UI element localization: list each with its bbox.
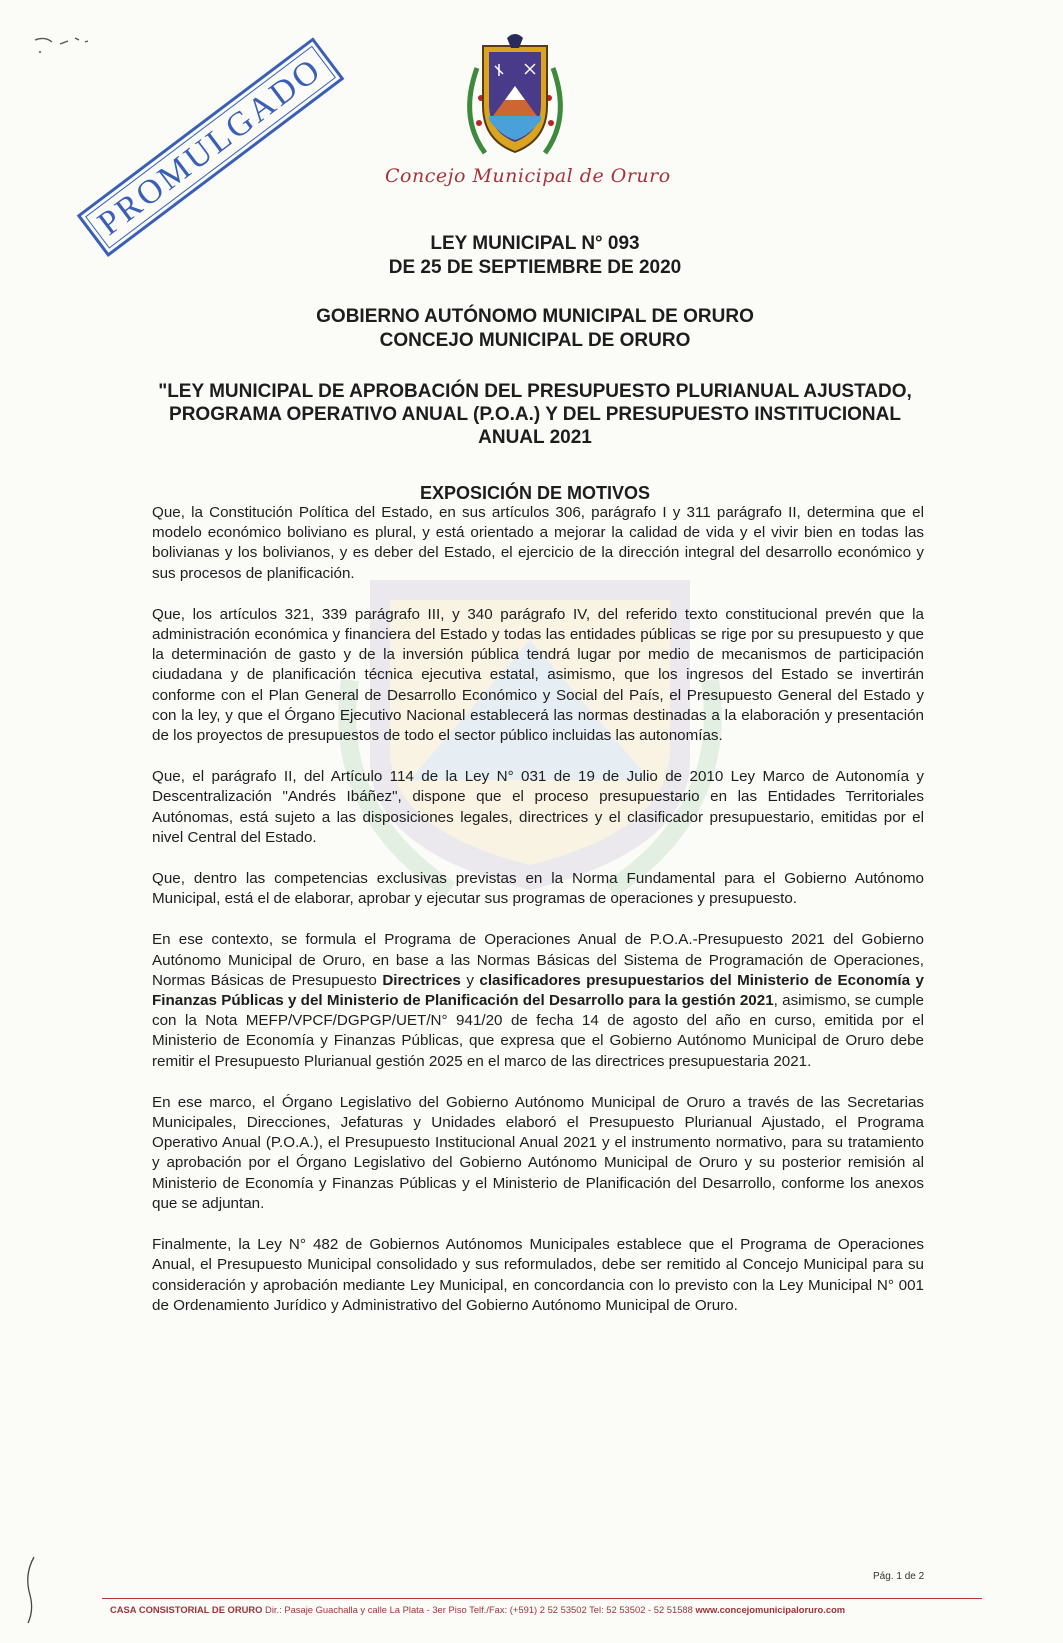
paragraph: Finalmente, la Ley N° 482 de Gobiernos Autónomos Municipales establece que el Programa de Operaciones Anual, el Presupuesto Municipal consolidado y sus reformulados, debe ser remitido al Concejo Municipal para su consideración y aprobación mediante Ley Municipal, en concordancia con lo previsto con la Ley Municipal N° 001 de Ordenamiento Jurídico y Administrativo del Gobierno Autónomo Municipal de Oruro.	[152, 1236, 924, 1314]
text-run: En ese contexto, se formula el Programa de Operaciones Anual de P.O.A.-Presupuesto 2021 del Gobierno Autónomo Municipal de Oruro, en base a las Normas Básicas del Sistema de Programación de Operaciones, Normas Básicas de Presupuesto	[152, 931, 924, 989]
bold-text: clasificadores presupuestarios del Ministerio de Economía y Finanzas Públicas y del Ministerio de Planificación del Desarrollo para la gestión 2021	[152, 971, 924, 1010]
law-title	[150, 380, 920, 449]
law-heading	[150, 232, 920, 280]
government-heading	[150, 305, 920, 353]
footer-divider	[102, 1598, 982, 1599]
law-date: DE 25 DE SEPTIEMBRE DE 2020	[388, 257, 682, 278]
margin-pen-mark-icon	[22, 1555, 42, 1625]
government-name: GOBIERNO AUTÓNOMO MUNICIPAL DE ORURO	[316, 306, 754, 327]
council-name: CONCEJO MUNICIPAL DE ORURO	[379, 330, 691, 351]
footer-address: Dir.: Pasaje Guachalla y calle La Plata - 3er Piso Telf./Fax: (+591) 2 52 53502 Tel: 52 53502 - 52 51588	[262, 1604, 696, 1615]
law-title-line: PROGRAMA OPERATIVO ANUAL (P.O.A.) Y DEL PRESUPUESTO INSTITUCIONAL	[169, 404, 901, 425]
text-run: y	[460, 971, 480, 989]
document-body	[152, 503, 924, 1337]
section-heading: EXPOSICIÓN DE MOTIVOS	[419, 483, 651, 503]
promulgado-stamp: PROMULGADO	[77, 37, 345, 257]
law-title-line: "LEY MUNICIPAL DE APROBACIÓN DEL PRESUPUESTO PLURIANUAL AJUSTADO,	[158, 381, 912, 402]
law-number: LEY MUNICIPAL N° 093	[430, 233, 640, 254]
paragraph	[152, 930, 924, 1071]
footer	[110, 1604, 980, 1615]
paragraph: Que, la Constitución Política del Estado, en sus artículos 306, parágrafo I y 311 parágrafo II, determina que el modelo económico boliviano es plural, y está orientado a mejorar la calidad de vida y el vivir bien en todas las bolivianas y los bolivianos, y es deber del Estado, el ejercicio de la dirección integral del desarrollo económico y sus procesos de planificación.	[152, 504, 924, 582]
paragraph: Que, dentro las competencias exclusivas previstas en la Norma Fundamental para el Gobierno Autónomo Municipal, está el de elaborar, aprobar y ejecutar sus programas de operaciones y presupuesto.	[152, 870, 924, 908]
paragraph: Que, el parágrafo II, del Artículo 114 de la Ley N° 031 de 19 de Julio de 2010 Ley Marco de Autonomía y Descentralización "Andrés Ibáñez", dispone que el proceso presupuestario en las Entidades Territoriales Autónomas, está sujeto a las disposiciones legales, directrices y el clasificador presupuestario, emitidas por el nivel Central del Estado.	[152, 768, 924, 846]
page-number: Pág. 1 de 2	[873, 1571, 925, 1582]
coat-of-arms-icon	[455, 28, 575, 168]
footer-label: CASA CONSISTORIAL DE ORURO	[110, 1604, 263, 1615]
scan-mark-icon	[30, 28, 120, 58]
bold-text: Directrices	[382, 971, 461, 989]
paragraph: En ese marco, el Órgano Legislativo del Gobierno Autónomo Municipal de Oruro a través de las Secretarias Municipales, Direcciones, Jefaturas y Unidades elaboró el Presupuesto Plurianual Ajustado, el Programa Operativo Anual (P.O.A.), el Presupuesto Institucional Anual 2021 y el instrumento normativo, para su tratamiento y aprobación por el Órgano Legislativo del Gobierno Autónomo Municipal de Oruro y su posterior remisión al Ministerio de Economía y Finanzas Públicas y el Ministerio de Planificación del Desarrollo, conforme los anexos que se adjuntan.	[152, 1093, 924, 1212]
law-title-line: ANUAL 2021	[478, 427, 592, 448]
council-signature: Concejo Municipal de Oruro	[385, 165, 671, 187]
paragraph: Que, los artículos 321, 339 parágrafo III, y 340 parágrafo IV, del referido texto constitucional prevén que la administración económica y financiera del Estado y todas las entidades públicas se rige por su presupuesto y que la determinación de gasto y de la inversión pública tendrá lugar por medio de mecanismos de participación ciudadana y de planificación técnica ejecutiva estatal, asimismo, que los ingresos del Estado se invertirán conforme con el Plan General de Desarrollo Económico y Social del País, el Presupuesto General del Estado y con la ley, y que el Órgano Ejecutivo Nacional establecerá las normas destinadas a la elaboración y presentación de los proyectos de presupuestos de todo el sector público incluidas las autonomías.	[152, 605, 924, 745]
footer-website: www.concejomunicipaloruro.com	[695, 1604, 846, 1615]
text-run: , asimismo, se cumple con la Nota MEFP/VPCF/DGPGP/UET/N° 941/20 de fecha 14 de agosto del año en curso, emitida por el Ministerio de Economía y Finanzas Públicas, que expresa que el Gobierno Autónomo Municipal de Oruro debe remitir el Presupuesto Plurianual gestión 2025 en el marco de las directrices presupuestaria 2021.	[152, 992, 924, 1070]
